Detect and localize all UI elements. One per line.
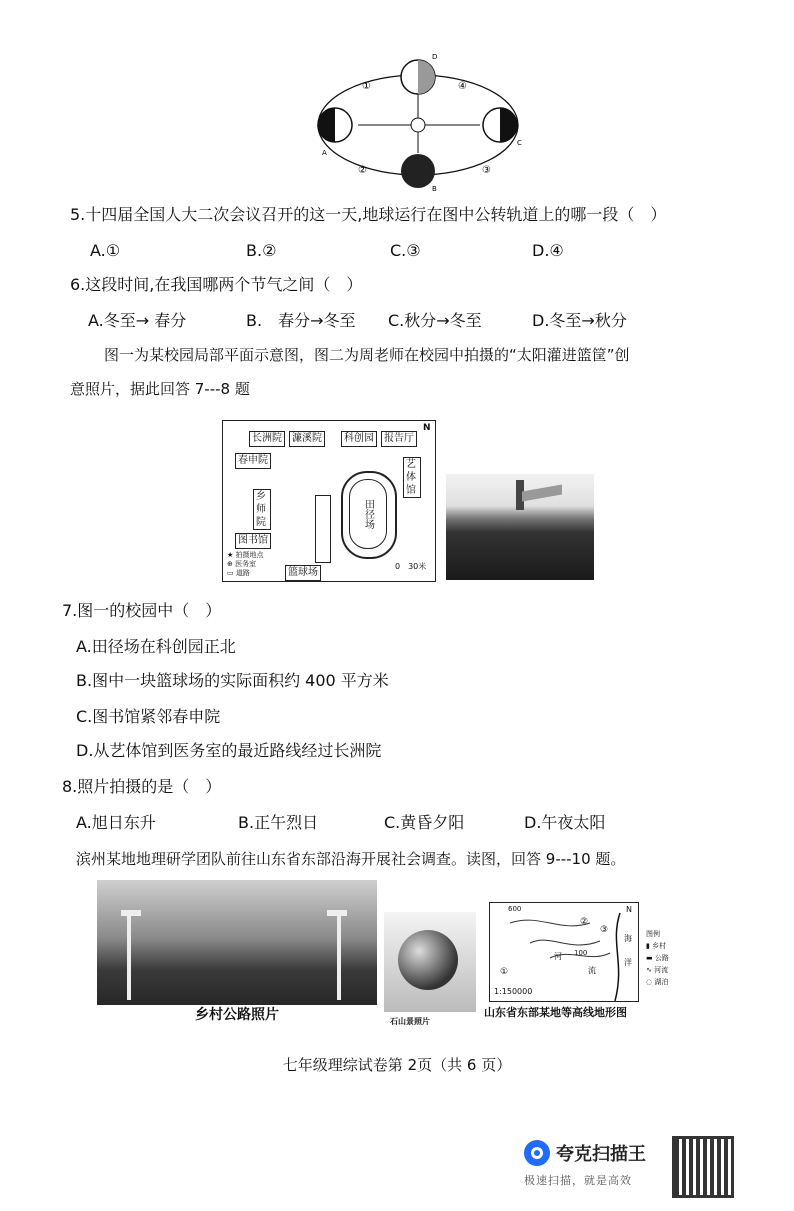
road-photo xyxy=(97,880,377,1025)
campus-map xyxy=(222,420,436,582)
contour-map-caption: 山东省东部某地等高线地形图 xyxy=(484,1006,627,1019)
brand-name: 夸克扫描王 xyxy=(556,1144,646,1165)
question-7: 7.图一的校园中（ ） xyxy=(62,601,222,620)
campus-label-basketball: 篮球场 xyxy=(285,565,321,581)
road-legend-icon: ▬ xyxy=(646,954,653,962)
campus-label-changzhou: 长洲院 xyxy=(249,431,285,447)
contour-100: 100 xyxy=(574,949,588,957)
contour-scale: 1:150000 xyxy=(494,987,533,996)
campus-scale: 0 30米 xyxy=(395,562,427,571)
star-icon: ★ xyxy=(227,551,234,559)
orbit-point-a: A xyxy=(322,149,327,157)
legend-river: 河流 xyxy=(654,966,669,974)
contour-map xyxy=(489,902,639,1002)
legend-village: 乡村 xyxy=(652,942,667,950)
campus-label-library: 图书馆 xyxy=(235,533,271,549)
ball-photo-caption: 石山景照片 xyxy=(390,1017,430,1026)
question-5: 5.十四届全国人大二次会议召开的这一天,地球运行在图中公转轨道上的哪一段（ ） xyxy=(70,205,667,224)
track-field xyxy=(341,471,397,559)
contour-point-3: ③ xyxy=(600,925,609,935)
q8-option-d: D.午夜太阳 xyxy=(524,813,606,832)
contour-legend-title: 图例 xyxy=(646,930,660,938)
q7-option-a: A.田径场在科创园正北 xyxy=(76,637,236,656)
contour-600: 600 xyxy=(508,905,522,913)
village-icon: ▮ xyxy=(646,942,650,950)
campus-label-xiangshi: 乡师院 xyxy=(253,489,271,530)
contour-point-2: ② xyxy=(580,917,589,927)
contour-legend xyxy=(646,928,669,988)
q5-option-b: B.② xyxy=(246,241,277,260)
road-icon: ▭ xyxy=(227,569,234,577)
legend-lake: 湖泊 xyxy=(654,978,669,986)
contour-river-2: 流 xyxy=(588,966,596,975)
q8-option-a: A.旭日东升 xyxy=(76,813,156,832)
q5-option-c: C.③ xyxy=(390,241,421,260)
intro-7-8-line-1: 图一为某校园局部平面示意图，图二为周老师在校园中拍摄的“太阳灌进篮筐”创 xyxy=(104,346,630,364)
q7-option-c: C.图书馆紧邻春申院 xyxy=(76,707,221,726)
q8-option-c: C.黄昏夕阳 xyxy=(384,813,465,832)
q7-option-b: B.图中一块篮球场的实际面积约 400 平方米 xyxy=(76,671,389,690)
campus-legend-shoot: 拍摄地点 xyxy=(235,551,264,559)
legend-road: 公路 xyxy=(654,954,669,962)
orbit-marker-3: ③ xyxy=(482,165,491,176)
q6-option-b: B. 春分→冬至 xyxy=(246,311,356,330)
contour-north: N xyxy=(626,905,632,914)
q5-option-a: A.① xyxy=(90,241,121,260)
campus-label-chunshen: 春申院 xyxy=(235,453,271,469)
campus-label-lianxi: 濂溪院 xyxy=(289,431,325,447)
q5-option-d: D.④ xyxy=(532,241,564,260)
campus-legend xyxy=(227,551,264,578)
medical-icon: ⊕ xyxy=(227,560,233,568)
river-icon: ∿ xyxy=(646,966,652,974)
north-arrow: N xyxy=(423,423,431,433)
campus-legend-road: 道路 xyxy=(235,569,250,577)
contour-ocean: 洋 xyxy=(624,958,632,967)
campus-label-baogao: 报告厅 xyxy=(381,431,417,447)
brand-slogan: 极速扫描，就是高效 xyxy=(524,1174,632,1187)
orbit-marker-1: ① xyxy=(362,81,371,92)
orbit-marker-2: ② xyxy=(358,165,367,176)
orbit-point-d: D xyxy=(432,53,438,61)
orbit-marker-4: ④ xyxy=(458,81,467,92)
q8-option-b: B.正午烈日 xyxy=(238,813,319,832)
intro-7-8-line-2: 意照片，据此回答 7---8 题 xyxy=(70,380,250,398)
ball-photo xyxy=(384,912,476,1012)
campus-legend-medical: 医务室 xyxy=(235,560,257,568)
track-field-label: 田径场 xyxy=(362,499,374,529)
question-8: 8.照片拍摄的是（ ） xyxy=(62,777,222,796)
q6-option-c: C.秋分→冬至 xyxy=(388,311,482,330)
campus-label-yiti: 艺体馆 xyxy=(403,457,421,498)
intro-7-8 xyxy=(70,338,750,406)
scanner-brand xyxy=(524,1140,664,1188)
page-footer: 七年级理综试卷第 2页（共 6 页） xyxy=(282,1056,512,1074)
sun-basket-photo xyxy=(446,474,594,580)
intro-9-10: 滨州某地地理研学团队前往山东省东部沿海开展社会调查。读图，回答 9---10 题。 xyxy=(76,850,626,868)
orbit-point-c: C xyxy=(517,139,522,147)
q6-option-d: D.冬至→秋分 xyxy=(532,311,627,330)
basketball-courts xyxy=(315,495,331,563)
lake-icon: ◌ xyxy=(646,978,653,986)
q6-option-a: A.冬至→ 春分 xyxy=(88,311,187,330)
q7-option-d: D.从艺体馆到医务室的最近路线经过长洲院 xyxy=(76,741,382,760)
question-6: 6.这段时间,在我国哪两个节气之间（ ） xyxy=(70,275,363,294)
quark-logo-icon xyxy=(524,1140,550,1166)
orbit-diagram xyxy=(300,45,540,195)
road-photo-caption: 乡村公路照片 xyxy=(97,1005,377,1025)
contour-point-1: ① xyxy=(500,967,509,977)
campus-label-kechuang: 科创园 xyxy=(341,431,377,447)
orbit-point-b: B xyxy=(432,185,437,193)
contour-river-1: 河 xyxy=(554,952,562,961)
contour-sea: 海 xyxy=(624,934,632,943)
qr-code-icon xyxy=(672,1136,734,1198)
